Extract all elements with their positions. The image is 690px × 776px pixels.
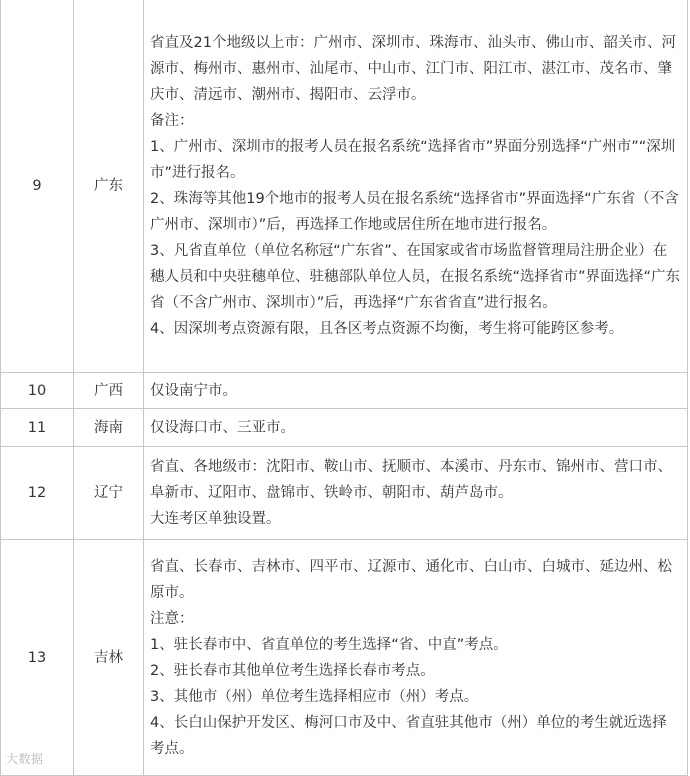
description-line: 省直、长春市、吉林市、四平市、辽源市、通化市、白山市、白城市、延边州、松原市。 [150, 558, 672, 601]
description-line: 备注： [150, 112, 194, 129]
row-number: 13 [1, 540, 74, 776]
description-line: 2、驻长春市其他单位考生选择长春市考点。 [150, 662, 435, 679]
province-name: 辽宁 [74, 447, 144, 540]
exam-site-description [144, 447, 688, 540]
table-row [1, 447, 688, 540]
description-line: 省直、各地级市：沈阳市、鞍山市、抚顺市、本溪市、丹东市、锦州市、营口市、阜新市、辽阳市、盘锦市、铁岭市、朝阳市、葫芦岛市。 [150, 459, 672, 501]
row-number: 11 [1, 409, 74, 447]
description-line: 2、珠海等其他19个地市的报考人员在报名系统“选择省市”界面选择“广东省（不含广州市、深圳市）”后，再选择工作地或居住所在地市进行报名。 [150, 190, 679, 233]
table-row [1, 0, 688, 373]
table-row [1, 409, 688, 447]
row-number: 9 [1, 0, 74, 373]
watermark: 大数据 [6, 752, 44, 766]
description-line: 3、凡省直单位（单位名称冠“广东省”、在国家或省市场监督管理局注册企业）在穗人员和中央驻穗单位、驻穗部队单位人员，在报名系统“选择省市”界面选择“广东省（不含广州市、深圳市）”后，再选择“广东省省直”进行报名。 [150, 242, 681, 311]
description-line: 1、广州市、深圳市的报考人员在报名系统“选择省市”界面分别选择“广州市”“深圳市”进行报名。 [150, 138, 676, 181]
description-line: 3、其他市（州）单位考生选择相应市（州）考点。 [150, 688, 479, 705]
description-line: 仅设南宁市。 [150, 382, 237, 399]
exam-site-description [144, 409, 688, 447]
description-line: 4、长白山保护开发区、梅河口市及中、省直驻其他市（州）单位的考生就近选择考点。 [150, 714, 667, 757]
exam-site-description [144, 0, 688, 373]
table-row [1, 373, 688, 409]
row-number: 10 [1, 373, 74, 409]
province-name: 广西 [74, 373, 144, 409]
description-line: 仅设海口市、三亚市。 [150, 419, 295, 436]
province-name: 海南 [74, 409, 144, 447]
province-name: 广东 [74, 0, 144, 373]
row-number: 12 [1, 447, 74, 540]
exam-site-description [144, 373, 688, 409]
description-line: 4、因深圳考点资源有限，且各区考点资源不均衡，考生将可能跨区参考。 [150, 320, 624, 337]
description-line: 注意： [150, 610, 194, 627]
description-line: 省直及21个地级以上市：广州市、深圳市、珠海市、汕头市、佛山市、韶关市、河源市、梅州市、惠州市、汕尾市、中山市、江门市、阳江市、湛江市、茂名市、肇庆市、清远市、潮州市、揭阳市、云浮市。 [150, 34, 676, 103]
description-line: 1、驻长春市中、省直单位的考生选择“省、中直”考点。 [150, 636, 508, 653]
province-name: 吉林 [74, 540, 144, 776]
exam-site-description [144, 540, 688, 776]
description-line: 大连考区单独设置。 [150, 511, 281, 527]
table-row [1, 540, 688, 776]
